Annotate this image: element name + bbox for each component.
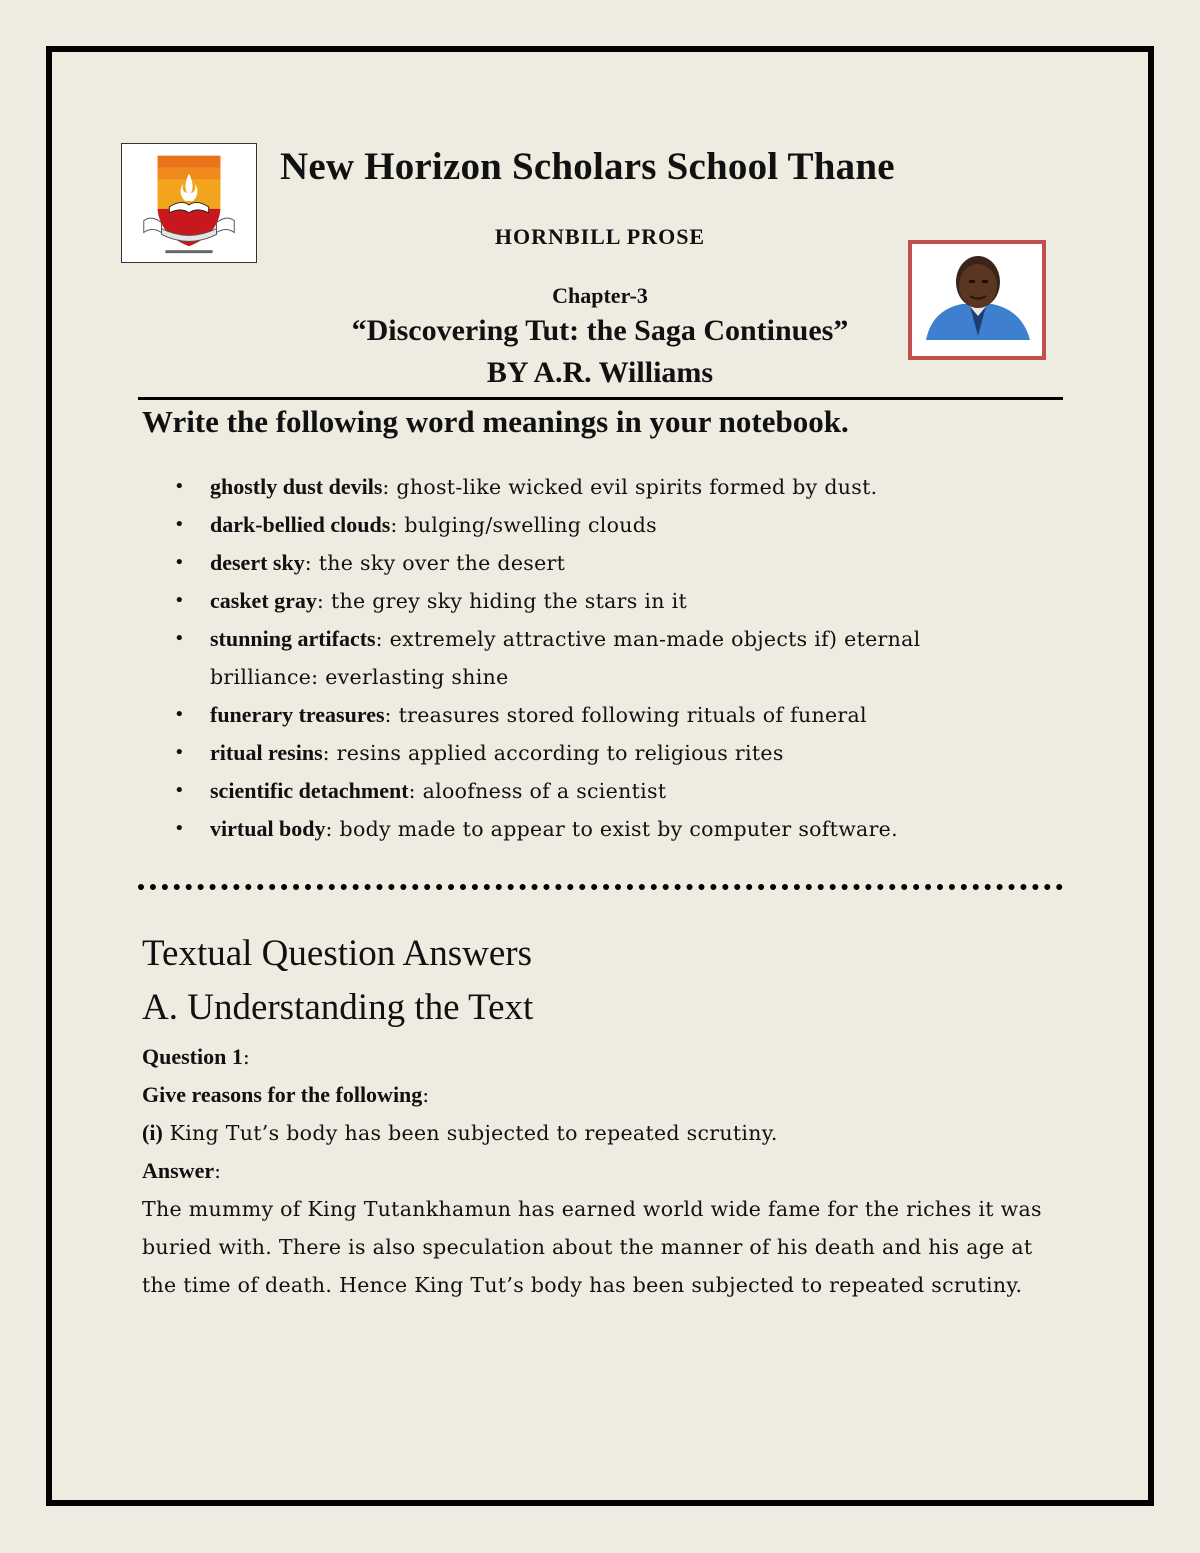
list-item	[210, 810, 1030, 848]
chapter-number: Chapter-3	[552, 283, 648, 308]
vocab-meaning: : the grey sky hiding the stars in it	[316, 589, 687, 613]
question-answer-block	[142, 1038, 1057, 1304]
vocab-meaning: : the sky over the desert	[304, 551, 566, 575]
vocab-term: stunning artifacts	[210, 626, 376, 651]
instruction-label: Give reasons for the following	[142, 1082, 423, 1107]
school-name: New Horizon Scholars School Thane	[280, 145, 895, 188]
list-item	[210, 772, 1030, 810]
header-divider	[138, 397, 1063, 400]
vocab-term: desert sky	[210, 550, 305, 575]
sub-question-line	[142, 1114, 1057, 1152]
vocab-meaning: : bulging/swelling clouds	[390, 513, 657, 537]
vocab-meaning: : aloofness of a scientist	[408, 779, 667, 803]
instruction-line	[142, 1076, 1057, 1114]
sub-question-label: (i)	[142, 1120, 163, 1145]
vocabulary-list	[210, 468, 1030, 848]
vocab-term: ghostly dust devils	[210, 474, 383, 499]
school-logo	[121, 143, 257, 263]
vocab-meaning: : extremely attractive man-made objects if) eternal brilliance: everlasting shine	[210, 627, 921, 689]
question-line	[142, 1038, 1057, 1076]
vocab-meaning: : body made to appear to exist by computer software.	[325, 817, 898, 841]
instruction-colon: :	[422, 1083, 430, 1107]
vocabulary-heading: Write the following word meanings in your notebook.	[142, 404, 849, 439]
vocab-term: funerary treasures	[210, 702, 385, 727]
sub-question-text: King Tut’s body has been subjected to repeated scrutiny.	[162, 1121, 778, 1145]
subsection-heading: A. Understanding the Text	[142, 987, 534, 1028]
list-item	[210, 506, 1030, 544]
vocab-meaning: : ghost-like wicked evil spirits formed by dust.	[382, 475, 878, 499]
vocab-term: scientific detachment	[210, 778, 409, 803]
answer-colon: :	[214, 1159, 222, 1183]
answer-line	[142, 1152, 1057, 1190]
list-item	[210, 468, 1030, 506]
list-item	[210, 582, 1030, 620]
section-heading: Textual Question Answers	[142, 933, 532, 974]
vocab-meaning: : treasures stored following rituals of funeral	[384, 703, 867, 727]
vocab-meaning: : resins applied according to religious rites	[322, 741, 784, 765]
school-crest-icon	[122, 144, 256, 262]
answer-text: The mummy of King Tutankhamun has earned world wide fame for the riches it was buried with. There is also speculation about the manner of his death and his age at the time of death. Hence King Tut’s body has been subjected to repeated scrutiny.	[142, 1197, 1042, 1297]
vocab-term: dark-bellied clouds	[210, 512, 391, 537]
section-divider	[138, 884, 1063, 890]
person-photo-icon	[912, 244, 1042, 356]
question-label: Question 1	[142, 1044, 243, 1069]
teacher-photo	[908, 240, 1046, 360]
vocab-term: casket gray	[210, 588, 317, 613]
vocab-term: virtual body	[210, 816, 326, 841]
chapter-author: BY A.R. Williams	[486, 356, 714, 389]
chapter-title: “Discovering Tut: the Saga Continues”	[351, 314, 849, 347]
list-item	[210, 734, 1030, 772]
list-item	[210, 544, 1030, 582]
subject-label: HORNBILL PROSE	[494, 224, 706, 249]
answer-label: Answer	[142, 1158, 215, 1183]
question-colon: :	[242, 1045, 251, 1069]
list-item	[210, 620, 1030, 696]
list-item	[210, 696, 1030, 734]
vocab-term: ritual resins	[210, 740, 323, 765]
